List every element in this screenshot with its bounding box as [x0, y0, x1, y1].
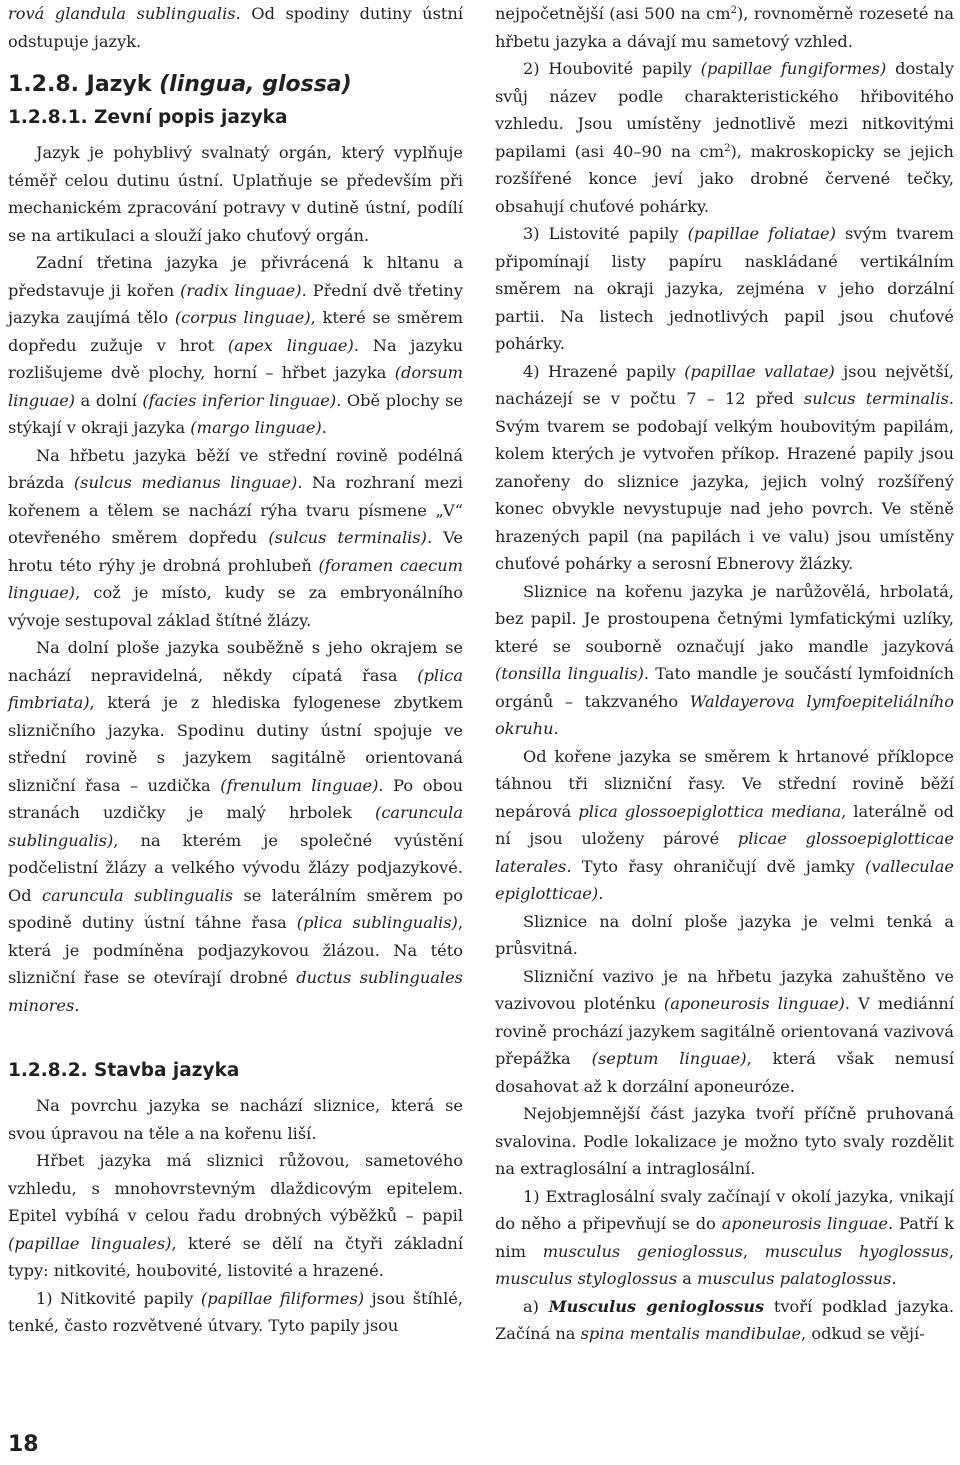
- paragraph: Sliznice na kořenu jazyka je narůžovělá, hrbolatá, bez papil. Je prostoupena četnými lymfatickými uzlíky, které se souborně označují jako mandle jazyková (tonsilla lingualis). Tato mandle je součástí lymfoidních orgánů – takzvaného Waldayerova lymfoepiteliálního okruhu.: [495, 581, 955, 738]
- page-number: 18: [8, 1432, 39, 1457]
- paragraph: Na dolní ploše jazyka souběžně s jeho okrajem se nachází nepravidelná, někdy cípatá řasa (plica fimbriata), která je z hlediska fylogenese zbytkem slizničního jazyka. Spodinu dutiny ústní spojuje ve střední rovině s jazykem sagitálně orientovaná slizniční řasa – uzdička (frenulum linguae). Po obou stranách uzdičky je malý hrbolek (caruncula sublingualis), na kterém je společné vyústění podčelistní žlázy a velkého vývodu žlázy podjazykové. Od caruncula sublingualis se laterálním směrem po spodině dutiny ústní táhne řasa (plica sublingualis), která je podmíněna podjazykovou žlázou. Na této slizniční řase se otevírají drobné ductus sublinguales minores.: [8, 638, 464, 1015]
- paragraph: Hřbet jazyka má sliznici růžovou, sametového vzhledu, s mnohovrstevným dlaždicovým epitelem. Epitel vybíhá v celou řadu drobných výběžků – papil (papillae linguales), které se dělí na čtyři základní typy: nitkovité, houbovité, listovité a hrazené.: [8, 1151, 463, 1280]
- paragraph: a) Musculus genioglossus tvoří podklad jazyka. Začíná na spina mentalis mandibulae, odkud se vějí-: [495, 1296, 954, 1343]
- paragraph: Zadní třetina jazyka je přivrácená k hltanu a představuje ji kořen (radix linguae). Přední dvě třetiny jazyka zaujímá tělo (corpus linguae), které se směrem dopředu zužuje v hrot (apex linguae). Na jazyku rozlišujeme dvě plochy, horní – hřbet jazyka (dorsum linguae) a dolní (facies inferior linguae). Obě plochy se stýkají v okraji jazyka (margo linguae).: [8, 253, 463, 437]
- paragraph: 4) Hrazené papily (papillae vallatae) jsou největší, nacházejí se v počtu 7 – 12 před sulcus terminalis. Svým tvarem se podobají velkým houbovitým papilám, kolem kterých je vytvořen příkop. Hrazené papily jsou zanořeny do sliznice jazyka, jejich volný rozšířený konec obvykle nevystupuje nad jeho povrch. Ve stěně hrazených papil (na papilách i ve valu) jsou umístěny chuťové pohárky a serosní Ebnerovy žlázky.: [495, 361, 954, 573]
- paragraph: Sliznice na dolní ploše jazyka je velmi tenká a průsvitná.: [495, 911, 954, 958]
- left-column: [8, 0, 463, 1340]
- paragraph: 3) Listovité papily (papillae foliatae) svým tvarem připomínají listy papíru naskládané vertikálním směrem na okraji jazyka, zejména v jeho dorzální partii. Na listech jednotlivých papil jsou chuťové pohárky.: [495, 224, 954, 353]
- paragraph: 1) Extraglosální svaly začínají v okolí jazyka, vnikají do něho a připevňují se do aponeurosis linguae. Patří k nim musculus genioglossus, musculus hyoglossus, musculus styloglossus a musculus palatoglossus.: [495, 1186, 955, 1288]
- subheading-external-description: 1.2.8.1. Zevní popis jazyka: [8, 107, 288, 128]
- paragraph: Slizniční vazivo je na hřbetu jazyka zahuštěno ve vazivovou ploténku (aponeurosis linguae). V mediánní rovině prochází jazykem sagitálně orientovaná vazivová přepážka (septum linguae), která však nemusí dosahovat až k dorzální aponeuróze.: [495, 966, 955, 1096]
- paragraph: Jazyk je pohyblivý svalnatý orgán, který vyplňuje téměř celou dutinu ústní. Uplatňuje se především při mechanickém zpracování potravy v dutině ústní, podílí se na artikulaci a slouží jako chuťový orgán.: [8, 143, 463, 245]
- subheading-structure: 1.2.8.2. Stavba jazyka: [8, 1060, 240, 1081]
- section-heading: 1.2.8. Jazyk (lingua, glossa): [8, 72, 352, 97]
- paragraph: Na povrchu jazyka se nachází sliznice, která se svou úpravou na těle a na kořenu liší.: [8, 1096, 463, 1143]
- paragraph: Na hřbetu jazyka běží ve střední rovině podélná brázda (sulcus medianus linguae). Na rozhraní mezi kořenem a tělem se nachází rýha tvaru písmene „V“ otevřeného směrem dopředu (sulcus terminalis). Ve hrotu této rýhy je drobná prohlubeň (foramen caecum linguae), což je místo, kudy se za embryonálního vývoje sestupoval základ štítné žlázy.: [8, 445, 464, 630]
- paragraph: 1) Nitkovité papily (papillae filiformes) jsou štíhlé, tenké, často rozvětvené útvary. Tyto papily jsou: [8, 1288, 464, 1335]
- paragraph: Nejobjemnější část jazyka tvoří příčně pruhovaná svalovina. Podle lokalizace je možno tyto svaly rozdělit na extraglosální a intraglosální.: [495, 1104, 954, 1178]
- paragraph: 2) Houbovité papily (papillae fungiformes) dostaly svůj název podle charakteristického hřibovitého vzhledu. Jsou umístěny jednotlivě mezi nitkovitými papilami (asi 40–90 na $cm^2$), makroskopicky se jejich rozšířené konce jeví jako drobné červené tečky, obsahují chuťové pohárky.: [495, 59, 954, 216]
- paragraph: Od kořene jazyka se směrem k hrtanové příklopce táhnou tři slizniční řasy. Ve střední rovině běží nepárová plica glossoepiglottica mediana, laterálně od ní jsou uloženy párové plicae glossoepiglotticae laterales. Tyto řasy ohraničují dvě jamky (valleculae epiglotticae).: [495, 746, 954, 903]
- intro-fragment: rová glandula sublingualis. Od spodiny dutiny ústní odstupuje jazyk.: [8, 4, 463, 51]
- right-column: [495, 0, 954, 1348]
- paragraph: nejpočetnější (asi 500 na $cm^2$), rovnoměrně rozeseté na hřbetu jazyka a dávají mu sametový vzhled.: [495, 4, 955, 51]
